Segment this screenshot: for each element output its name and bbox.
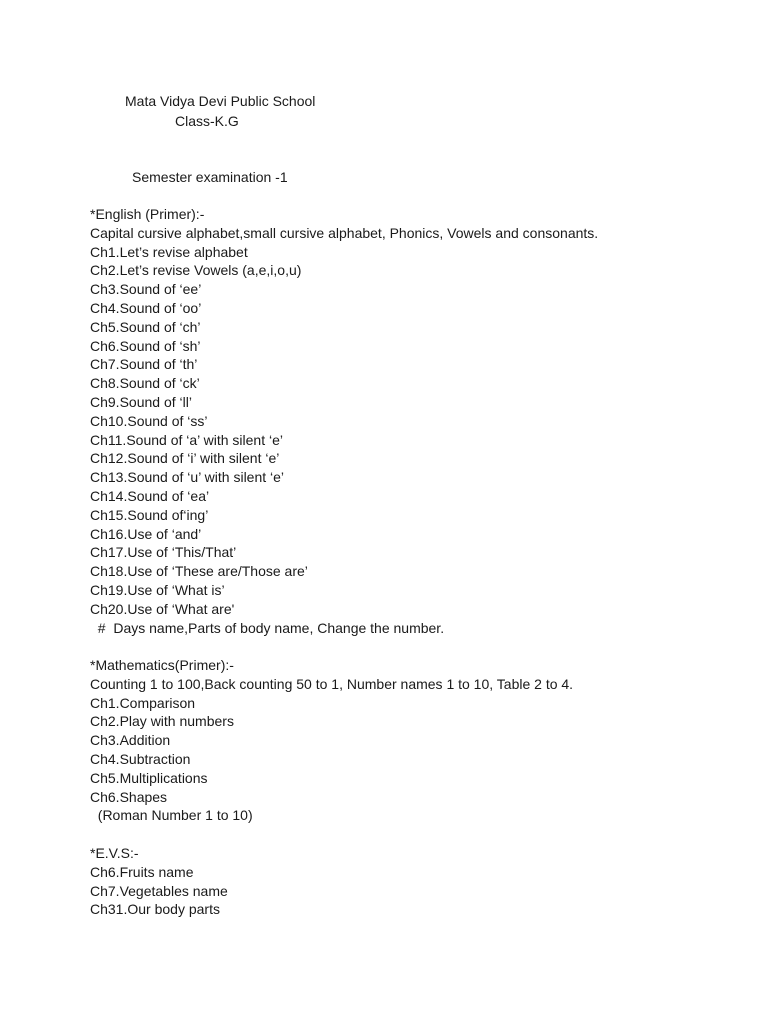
mathematics-chapter: Ch4.Subtraction — [90, 750, 191, 767]
exam-title: Semester examination -1 — [132, 169, 288, 185]
english-chapter: Ch4.Sound of ‘oo’ — [90, 299, 202, 316]
english-chapter: Ch13.Sound of ‘u’ with silent ‘e’ — [90, 469, 285, 486]
school-name: Mata Vidya Devi Public School — [125, 93, 316, 109]
english-chapter: Ch18.Use of ‘These are/Those are’ — [90, 563, 308, 580]
mathematics-heading: *Mathematics(Primer):- — [90, 657, 234, 673]
mathematics-chapter: Ch2.Play with numbers — [90, 713, 234, 730]
english-chapter: Ch14.Sound of ‘ea’ — [90, 487, 210, 504]
evs-chapter: Ch7.Vegetables name — [90, 882, 228, 899]
english-chapter: Ch9.Sound of ‘ll’ — [90, 393, 192, 410]
class-label: Class-K.G — [175, 113, 239, 129]
mathematics-intro: Counting 1 to 100,Back counting 50 to 1, Number names 1 to 10, Table 2 to 4. — [90, 675, 574, 692]
mathematics-chapter: Ch5.Multiplications — [90, 769, 208, 786]
english-chapter: Ch11.Sound of ‘a’ with silent ‘e’ — [90, 431, 283, 448]
english-chapter: Ch19.Use of ‘What is’ — [90, 581, 225, 598]
english-chapter: Ch15.Sound of‘ing’ — [90, 506, 209, 523]
english-chapter: Ch6.Sound of ‘sh’ — [90, 337, 201, 354]
english-chapter: Ch5.Sound of ‘ch’ — [90, 318, 201, 335]
english-chapter: Ch17.Use of ‘This/That’ — [90, 544, 237, 561]
english-chapter: Ch8.Sound of ‘ck’ — [90, 375, 200, 392]
english-chapter: Ch2.Let’s revise Vowels (a,e,i,o,u) — [90, 262, 302, 279]
english-intro: Capital cursive alphabet,small cursive alphabet, Phonics, Vowels and consonants. — [90, 224, 599, 241]
english-chapter: Ch16.Use of ‘and’ — [90, 525, 202, 542]
evs-heading: *E.V.S:- — [90, 845, 139, 861]
evs-section — [90, 844, 228, 919]
mathematics-section — [90, 656, 573, 825]
mathematics-chapter: Ch3.Addition — [90, 732, 171, 749]
english-chapter: Ch10.Sound of ‘ss’ — [90, 412, 208, 429]
english-chapter: Ch7.Sound of ‘th’ — [90, 356, 198, 373]
english-note: # Days name,Parts of body name, Change the number. — [90, 619, 445, 636]
english-chapter: Ch1.Let’s revise alphabet — [90, 243, 248, 260]
english-chapter: Ch20.Use of ‘What are' — [90, 600, 235, 617]
mathematics-chapter: Ch1.Comparison — [90, 694, 196, 711]
evs-chapter: Ch31.Our body parts — [90, 901, 220, 918]
english-section — [90, 205, 598, 637]
evs-chapter: Ch6.Fruits name — [90, 863, 194, 880]
english-chapter: Ch3.Sound of ‘ee’ — [90, 281, 202, 298]
mathematics-note: (Roman Number 1 to 10) — [90, 807, 253, 824]
english-heading: *English (Primer):- — [90, 206, 205, 222]
mathematics-chapter: Ch6.Shapes — [90, 788, 168, 805]
english-chapter: Ch12.Sound of ‘i’ with silent ‘e’ — [90, 450, 280, 467]
